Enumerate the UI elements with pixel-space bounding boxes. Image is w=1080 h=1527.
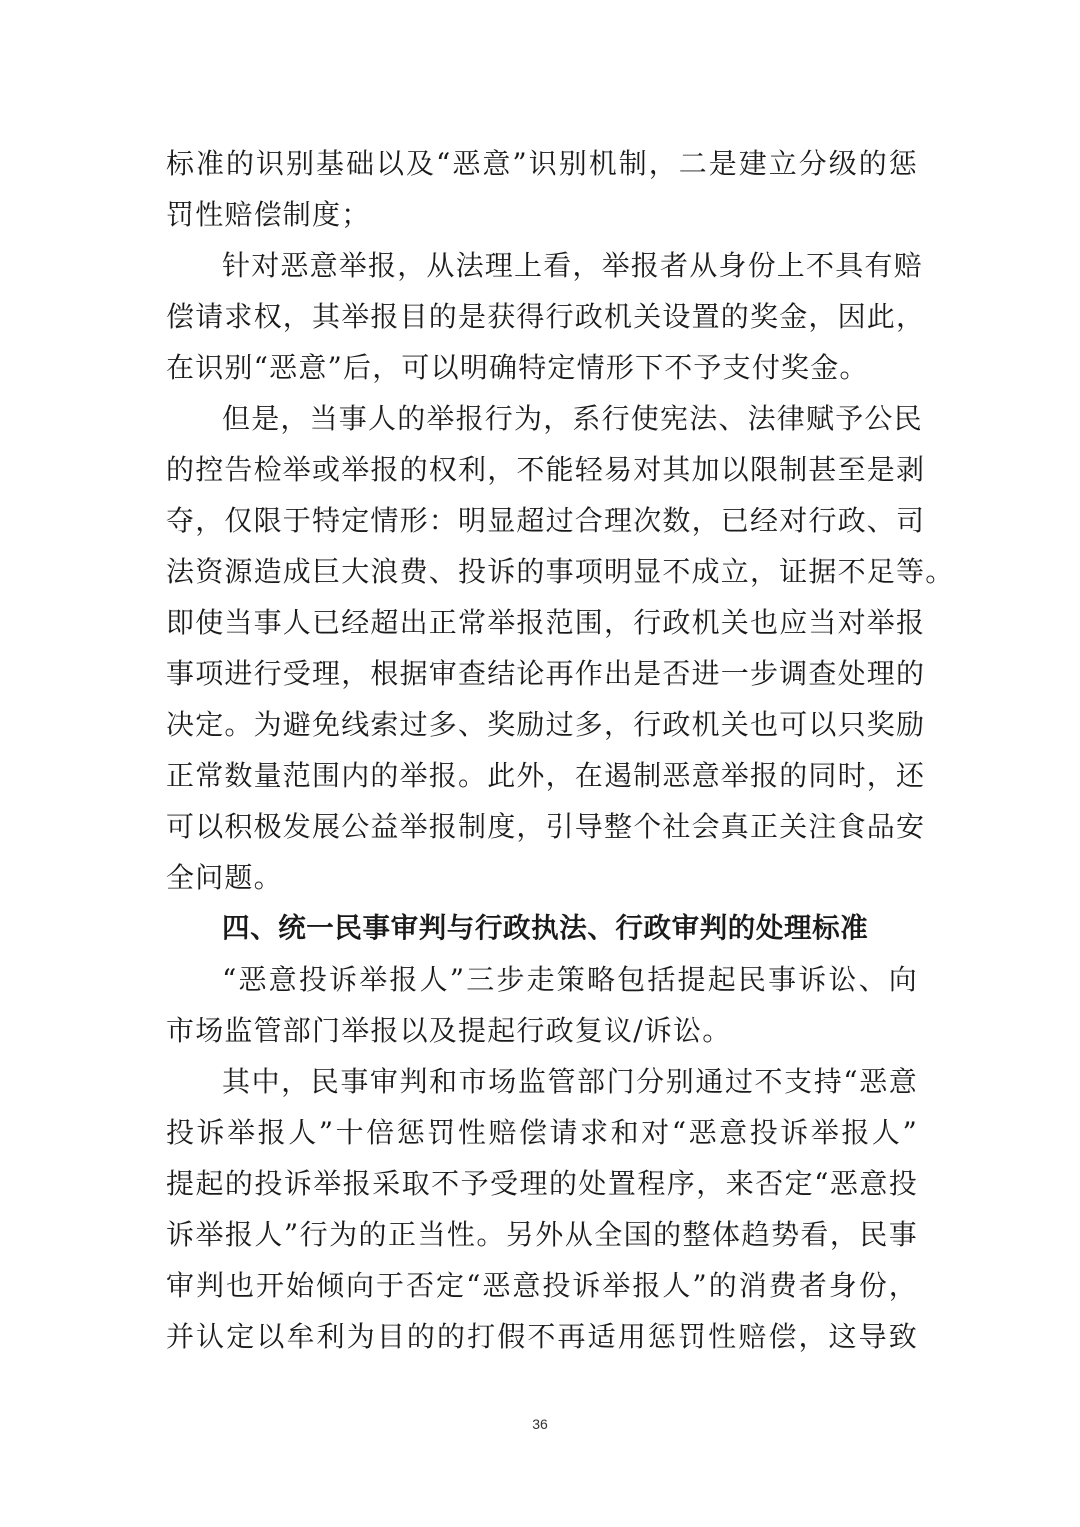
paragraph-line: 提起的投诉举报采取不予受理的处置程序，来否定“恶意投 <box>166 1167 918 1200</box>
section-heading: 四、统一民事审判与行政执法、行政审判的处理标准 <box>222 912 869 944</box>
paragraph-last-line: 在识别“恶意”后，可以明确特定情形下不予支付奖金。 <box>166 351 869 384</box>
paragraph-last-line: 罚性赔偿制度； <box>166 198 371 231</box>
paragraph-line: 投诉举报人”十倍惩罚性赔偿请求和对“恶意投诉举报人” <box>166 1116 918 1149</box>
paragraph-first-line: 其中，民事审判和市场监管部门分别通过不支持“恶意 <box>222 1065 918 1098</box>
paragraph-last-line: 全问题。 <box>166 861 283 894</box>
paragraph-line: 即使当事人已经超出正常举报范围，行政机关也应当对举报 <box>166 606 926 639</box>
page-number: 36 <box>532 1416 548 1432</box>
paragraph-last-line: 市场监管部门举报以及提起行政复议/诉讼。 <box>166 1014 732 1047</box>
paragraph-line: 可以积极发展公益举报制度，引导整个社会真正关注食品安 <box>166 810 926 843</box>
paragraph-line: 事项进行受理，根据审查结论再作出是否进一步调查处理的 <box>166 657 926 690</box>
paragraph-line: 诉举报人”行为的正当性。另外从全国的整体趋势看，民事 <box>166 1218 918 1251</box>
paragraph-first-line: 针对恶意举报，从法理上看，举报者从身份上不具有赔 <box>222 249 923 282</box>
paragraph-line: 夺，仅限于特定情形：明显超过合理次数，已经对行政、司 <box>166 504 926 537</box>
paragraph-line: 标准的识别基础以及“恶意”识别机制，二是建立分级的惩 <box>166 147 918 180</box>
paragraph-line: 并认定以牟利为目的的打假不再适用惩罚性赔偿，这导致 <box>166 1320 918 1353</box>
paragraph-first-line: “恶意投诉举报人”三步走策略包括提起民事诉讼、向 <box>222 963 918 996</box>
paragraph-line: 法资源造成巨大浪费、投诉的事项明显不成立，证据不足等。 <box>166 555 955 588</box>
paragraph-line: 正常数量范围内的举报。此外，在遏制恶意举报的同时，还 <box>166 759 926 792</box>
paragraph-line: 审判也开始倾向于否定“恶意投诉举报人”的消费者身份， <box>166 1269 918 1302</box>
document-body <box>166 138 955 1362</box>
paragraph-line: 决定。为避免线索过多、奖励过多，行政机关也可以只奖励 <box>166 708 926 741</box>
paragraph-line: 偿请求权，其举报目的是获得行政机关设置的奖金，因此， <box>166 300 926 333</box>
paragraph-line: 的控告检举或举报的权利，不能轻易对其加以限制甚至是剥 <box>166 453 926 486</box>
paragraph-first-line: 但是，当事人的举报行为，系行使宪法、法律赋予公民 <box>222 402 923 435</box>
